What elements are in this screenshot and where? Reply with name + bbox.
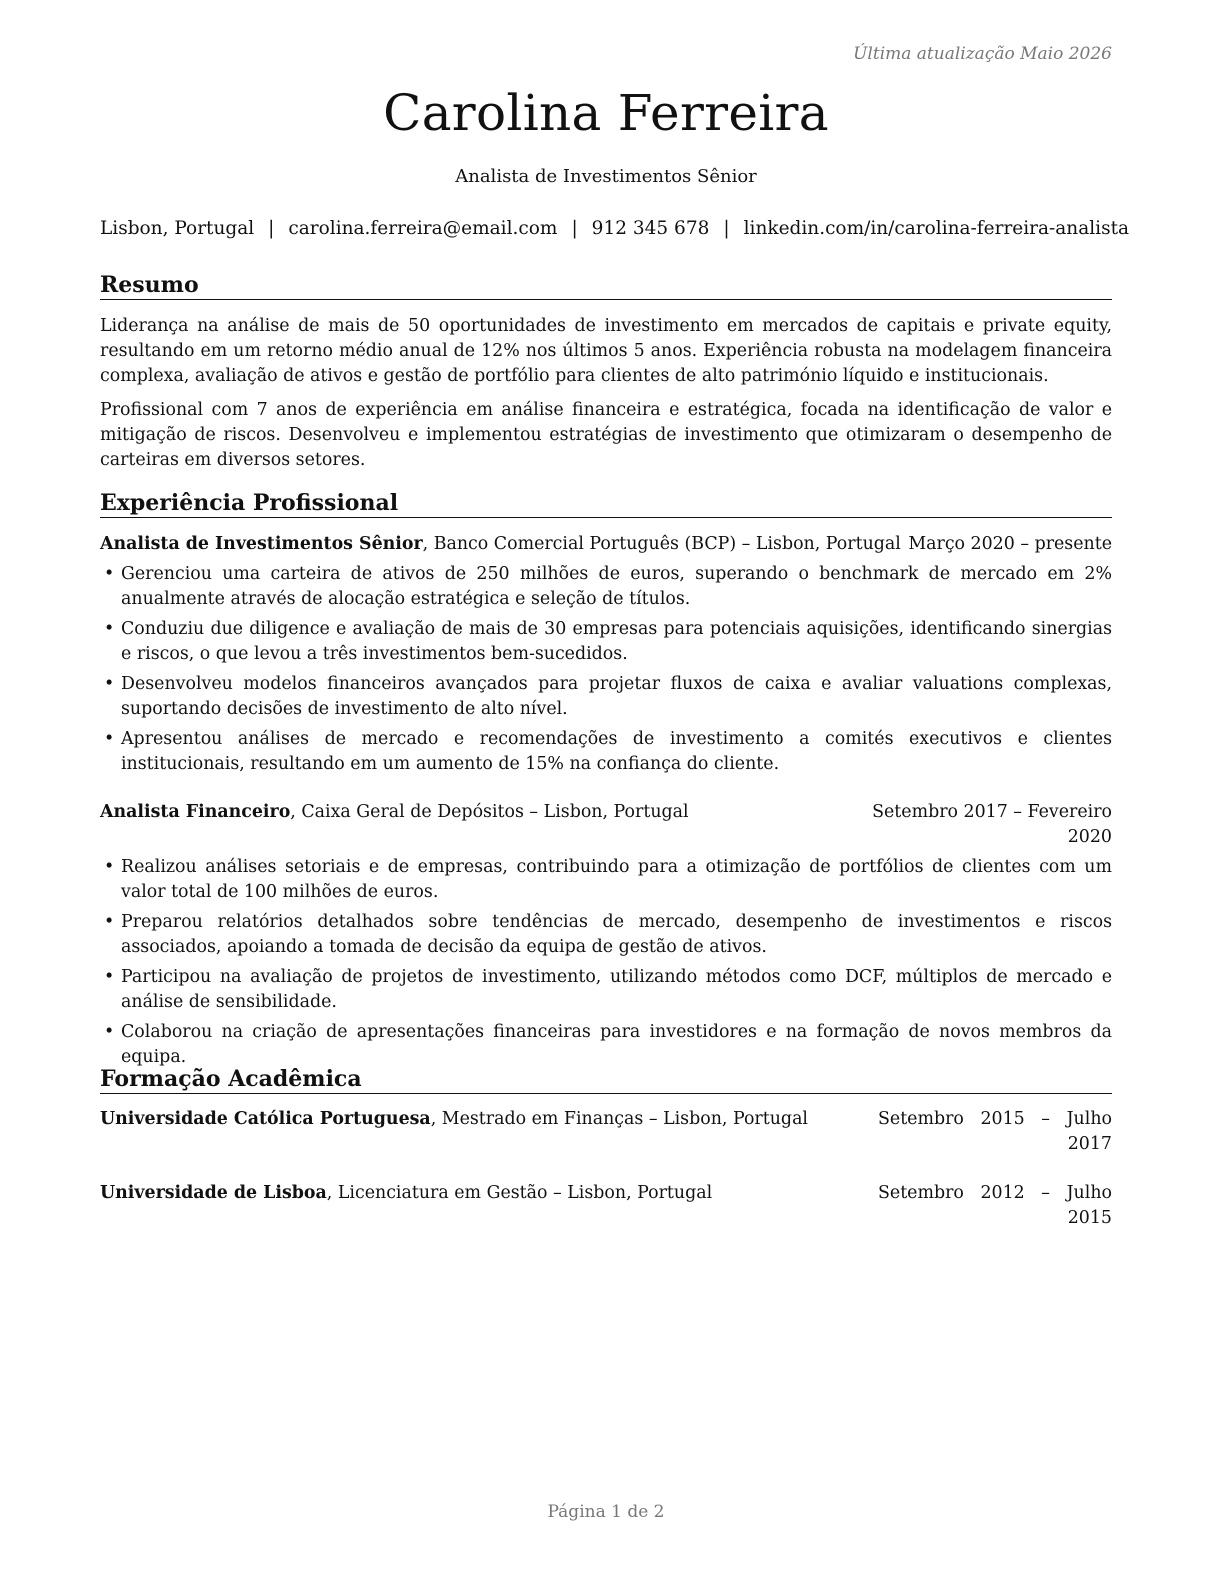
job-role-employer [100, 800, 689, 825]
list-item: • Conduziu due diligence e avaliação de mais de 30 empresas para potenciais aquisições, identificando sinergias e riscos, o que levou a três investimentos bem-sucedidos. [104, 619, 1112, 664]
list-item: • Participou na avaliação de projetos de investimento, utilizando métodos como DCF, múltiplos de mercado e análise de sensibilidade. [104, 967, 1112, 1012]
job-header [100, 800, 1112, 850]
contact-separator: | [723, 218, 730, 239]
page-number: Página 1 de 2 [547, 1502, 665, 1522]
job-dates: Setembro 2017 – Fevereiro 2020 [872, 802, 1112, 847]
list-item: • Apresentou análises de mercado e recomendações de investimento a comités executivos e clientes institucionais, resultando em um aumento de 15% na confiança do cliente. [104, 729, 1112, 774]
education-heading: Formação Acadêmica [100, 1066, 1112, 1094]
job-header [100, 532, 1112, 557]
job-bullets [100, 855, 1112, 1075]
list-item: • Preparou relatórios detalhados sobre tendências de mercado, desempenho de investimentos e riscos associados, apoiando a tomada de decisão da equipa de gestão de ativos. [104, 912, 1112, 957]
list-item: • Colaborou na criação de apresentações financeiras para investidores e na formação de novos membros da equipa. [104, 1022, 1112, 1067]
job-role: Analista Financeiro [100, 802, 291, 822]
job-employer: , Banco Comercial Português (BCP) – Lisbon, Portugal [422, 534, 901, 554]
education-entry [100, 1181, 1112, 1231]
resume-page [100, 0, 1130, 1584]
contact-email[interactable]: carolina.ferreira@email.com [288, 218, 558, 239]
contact-linkedin[interactable]: linkedin.com/in/carolina-ferreira-analista [743, 218, 1130, 239]
education-dates: Setembro 2012 – Julho 2015 [877, 1183, 1112, 1228]
education-institution-degree [100, 1181, 712, 1206]
contact-location: Lisbon, Portugal [100, 218, 255, 239]
contact-line [100, 218, 1130, 239]
candidate-title: Analista de Investimentos Sênior [455, 166, 757, 187]
summary-heading: Resumo [100, 272, 1112, 300]
candidate-name: Carolina Ferreira [383, 84, 829, 142]
summary-paragraph-1: Liderança na análise de mais de 50 oportunidades de investimento em mercados de capitais e private equity, resultando em um retorno médio anual de 12% nos últimos 5 anos. Experiência robusta na modelagem financeira complexa, avaliação de ativos e gestão de portfólio para clientes de alto património líquido e institucionais. [100, 316, 1112, 386]
experience-heading: Experiência Profissional [100, 490, 1112, 518]
list-item: • Realizou análises setoriais e de empresas, contribuindo para a otimização de portfólios de clientes com um valor total de 100 milhões de euros. [104, 857, 1112, 902]
education-institution-degree [100, 1107, 808, 1132]
list-item: • Desenvolveu modelos financeiros avançados para projetar fluxos de caixa e avaliar valuations complexas, suportando decisões de investimento de alto nível. [104, 674, 1112, 719]
job-role: Analista de Investimentos Sênior [100, 534, 423, 554]
education-degree: , Mestrado em Finanças – Lisbon, Portugal [430, 1109, 808, 1129]
job-bullets [100, 562, 1112, 782]
education-institution: Universidade Católica Portuguesa [100, 1109, 431, 1129]
education-degree: , Licenciatura em Gestão – Lisbon, Portugal [326, 1183, 713, 1203]
job-role-employer [100, 532, 901, 557]
education-entry [100, 1107, 1112, 1157]
summary-paragraph-2: Profissional com 7 anos de experiência em análise financeira e estratégica, focada na identificação de valor e mitigação de riscos. Desenvolveu e implementou estratégias de investimento que otimizaram o desempenho de carteiras em diversos setores. [100, 400, 1112, 470]
contact-separator: | [571, 218, 578, 239]
job-dates: Março 2020 – presente [908, 534, 1112, 554]
contact-phone: 912 345 678 [591, 218, 710, 239]
list-item: • Gerenciou uma carteira de ativos de 250 milhões de euros, superando o benchmark de mercado em 2% anualmente através de alocação estratégica e seleção de títulos. [104, 564, 1112, 609]
contact-separator: | [268, 218, 275, 239]
last-updated-note: Última atualização Maio 2026 [853, 44, 1112, 64]
job-employer: , Caixa Geral de Depósitos – Lisbon, Portugal [290, 802, 689, 822]
education-dates: Setembro 2015 – Julho 2017 [877, 1109, 1112, 1154]
education-institution: Universidade de Lisboa [100, 1183, 327, 1203]
